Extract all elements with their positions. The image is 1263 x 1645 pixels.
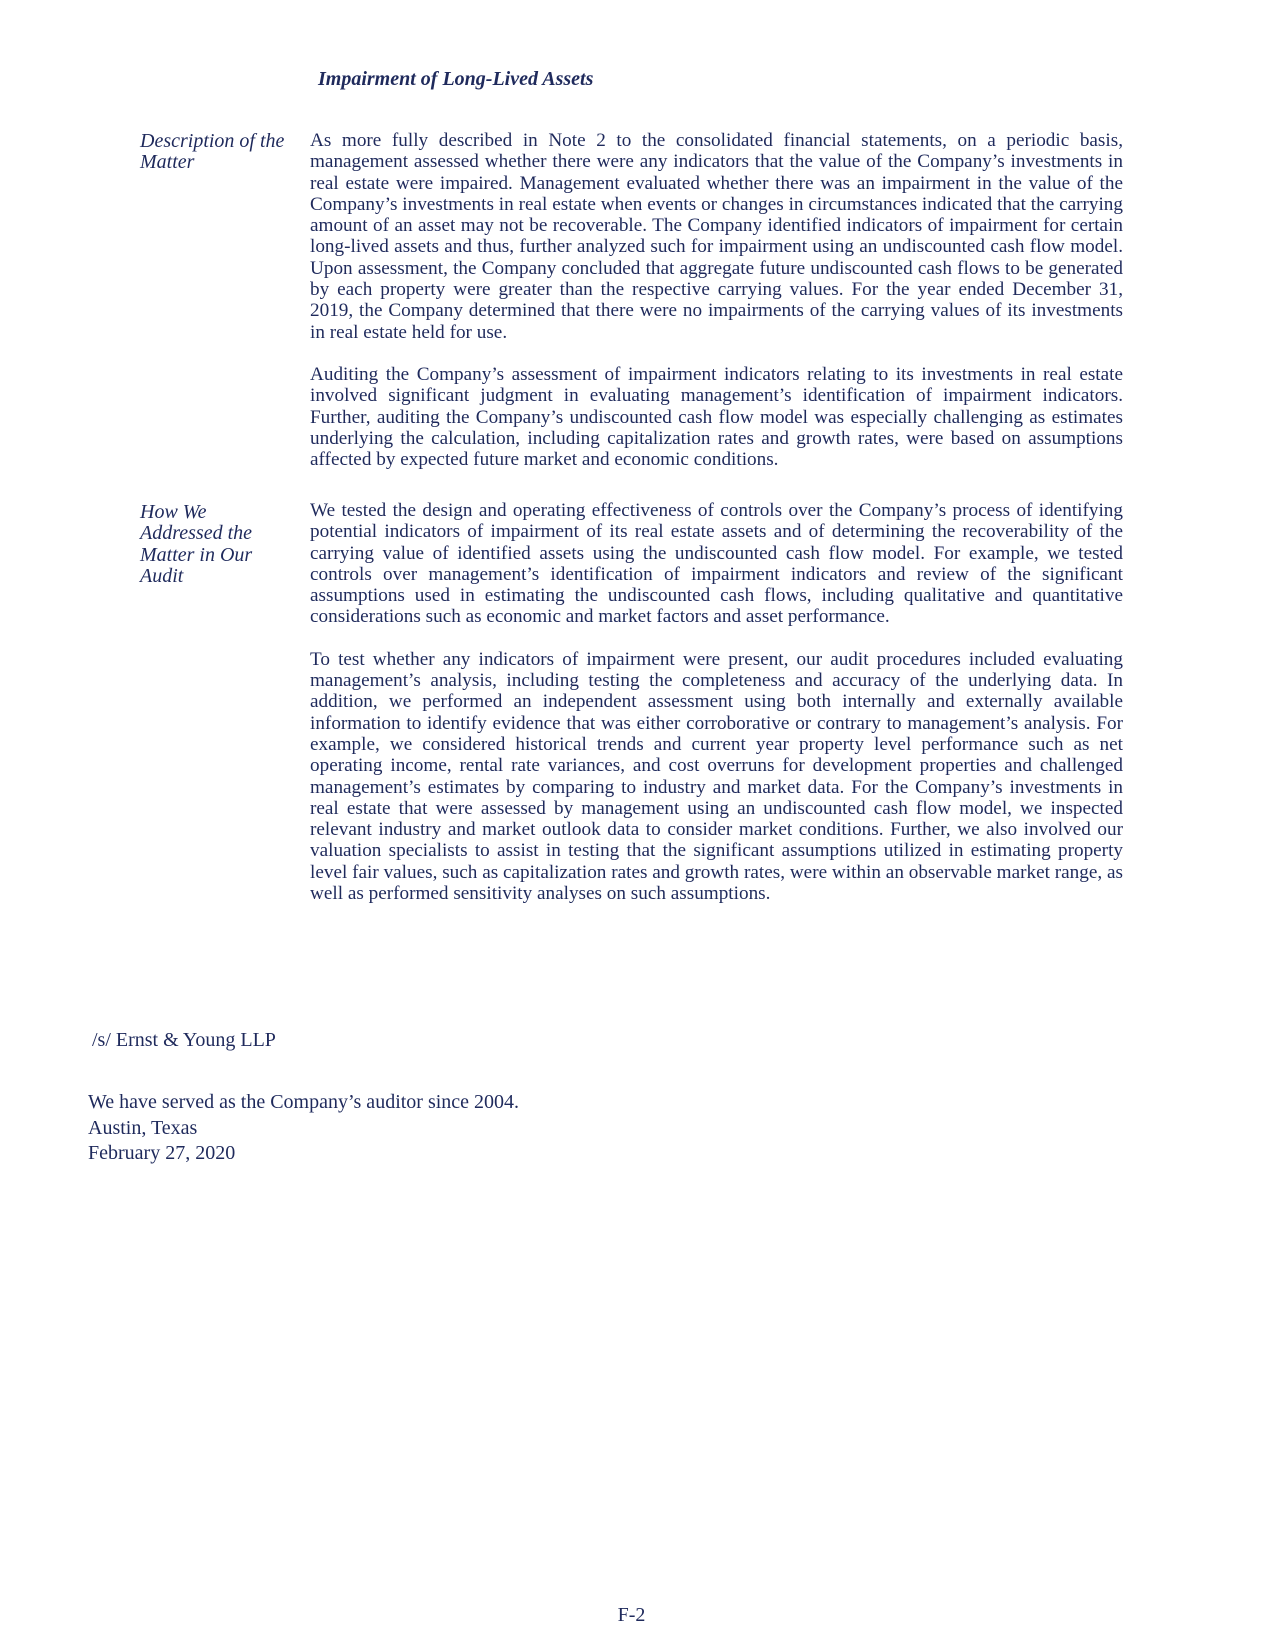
paragraph: As more fully described in Note 2 to the consolidated financial statements, on a periodic basis, management assessed whether there were any indicators that the value of the Company’s investments in real estate were impaired. Management evaluated whether there was an impairment in the value of the Company’s investments in real estate when events or changes in circumstances indicated that the carrying amount of an asset may not be recoverable. The Company identified indicators of impairment for certain long-lived assets and thus, further analyzed such for impairment using an undiscounted cash flow model. Upon assessment, the Company concluded that aggregate future undiscounted cash flows to be generated by each property were greater than the respective carrying values. For the year ended December 31, 2019, the Company determined that there were no impairments of the carrying values of its investments in real estate held for use. (310, 130, 1123, 343)
paragraph: To test whether any indicators of impairment were present, our audit procedures included evaluating management’s analysis, including testing the completeness and accuracy of the underlying data. In addition, we performed an independent assessment using both internally and externally available information to identify evidence that was either corroborative or contrary to management’s analysis. For example, we considered historical trends and current year property level performance such as net operating income, rental rate variances, and cost overruns for development properties and challenged management’s estimates by comparing to industry and market data. For the Company’s investments in real estate that were assessed by management using an undiscounted cash flow model, we inspected relevant industry and market outlook data to consider market conditions. Further, we also involved our valuation specialists to assist in testing that the significant assumptions utilized in estimating property level fair values, such as capitalization rates and growth rates, were within an observable market range, as well as performed sensitivity analyses on such assumptions. (310, 648, 1123, 905)
auditor-signature: /s/ Ernst & Young LLP (92, 1029, 276, 1051)
paragraph: We tested the design and operating effectiveness of controls over the Company’s process of identifying potential indicators of impairment of its real estate assets and of determining the recoverability of the carrying value of identified assets using the undiscounted cash flow model. For example, we tested controls over management’s identification of impairment indicators and review of the significant assumptions used in estimating the undiscounted cash flows, including qualitative and quantitative considerations such as economic and market factors and asset performance. (310, 500, 1123, 628)
matter-label-description: Description of the Matter (140, 130, 285, 174)
section-title: Impairment of Long-Lived Assets (318, 68, 594, 90)
auditor-tenure: We have served as the Company’s auditor since 2004. (88, 1091, 520, 1113)
report-date: February 27, 2020 (88, 1142, 236, 1164)
closing-block (88, 1090, 519, 1167)
location: Austin, Texas (88, 1116, 198, 1139)
matter-body-how-addressed (310, 500, 1123, 904)
matter-body-description (310, 130, 1123, 470)
paragraph: Auditing the Company’s assessment of impairment indicators relating to its investments in real estate involved significant judgment in evaluating management’s identification of impairment indicators. Further, auditing the Company’s undiscounted cash flow model was especially challenging as estimates underlying the calculation, including capitalization rates and growth rates, were based on assumptions affected by expected future market and economic conditions. (310, 363, 1123, 471)
matter-label-how-addressed: How We Addressed the Matter in Our Audit (140, 501, 253, 587)
page-number: F-2 (617, 1604, 646, 1626)
